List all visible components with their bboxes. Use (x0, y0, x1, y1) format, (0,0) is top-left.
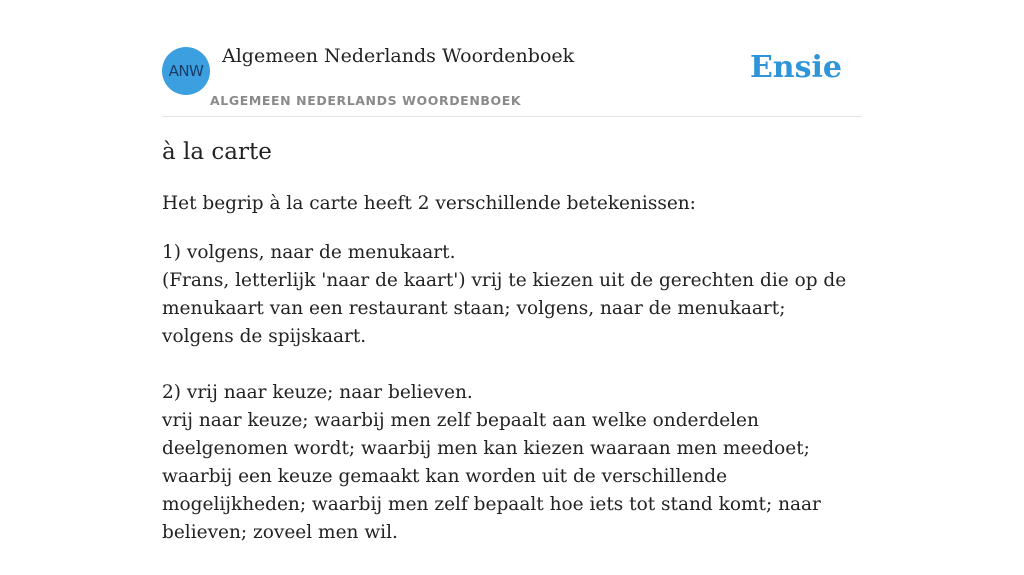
meanings-list (162, 239, 862, 575)
meaning-definition: (Frans, letterlijk 'naar de kaart') vrij te kiezen uit de gerechten die op de menukaart van een restaurant staan; volgens, naar de menukaart; volgens de spijskaart. (162, 270, 847, 347)
entry-intro: Het begrip à la carte heeft 2 verschillende betekenissen: (162, 193, 696, 214)
ensie-logo[interactable]: Ensie (749, 50, 842, 85)
meaning-item (162, 379, 862, 547)
page (162, 0, 862, 543)
meaning-heading: 2) vrij naar keuze; naar believen. (162, 382, 473, 403)
source-logo-text: ANW (168, 62, 204, 80)
meaning-item (162, 239, 862, 351)
meaning-heading: 1) volgens, naar de menukaart. (162, 242, 456, 263)
source-logo-icon[interactable] (162, 47, 210, 95)
source-title-link[interactable]: Algemeen Nederlands Woordenboek (222, 45, 575, 67)
header (162, 0, 862, 117)
meaning-definition: vrij naar keuze; waarbij men zelf bepaalt aan welke onderdelen deelgenomen wordt; waarbij men kan kiezen waaraan men meedoet; waarbij een keuze gemaakt kan worden uit de verschillende mogelijkheden; waarbij men zelf bepaalt hoe iets tot stand komt; naar believen; zoveel men wil. (162, 410, 821, 543)
entry-term: à la carte (162, 139, 272, 165)
source-subtitle: ALGEMEEN NEDERLANDS WOORDENBOEK (210, 93, 522, 108)
